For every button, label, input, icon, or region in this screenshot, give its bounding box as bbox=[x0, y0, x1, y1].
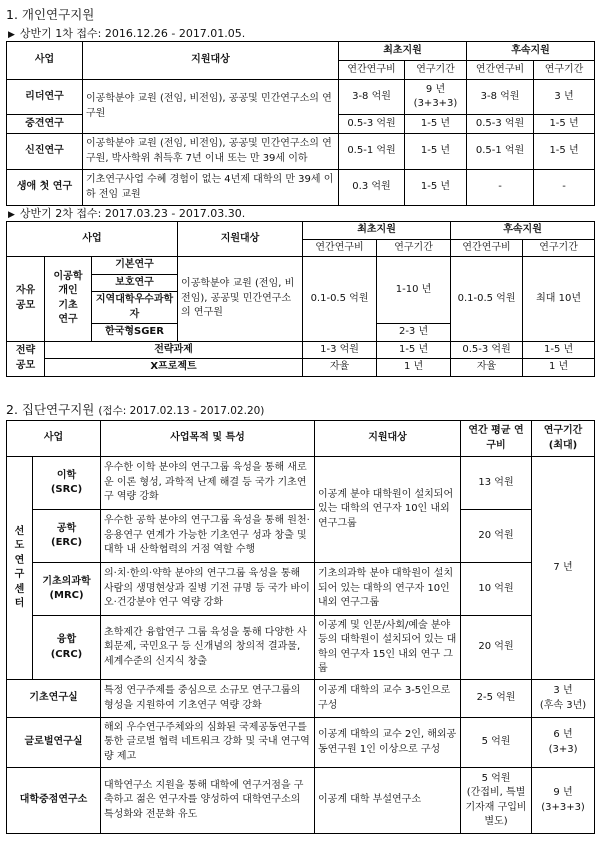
cell-period: 1-5 년 bbox=[534, 134, 595, 170]
cell-period: 1-5 년 bbox=[523, 341, 595, 359]
col-annual-cost: 연간연구비 bbox=[467, 61, 534, 80]
col-follow-support: 후속지원 bbox=[451, 222, 595, 240]
cell-period: 9 년 (3+3+3) bbox=[405, 80, 467, 115]
row-name: 기초연구실 bbox=[7, 680, 101, 718]
row-purpose: 우수한 공학 분야의 연구그룹 육성을 통해 원천·응용연구 연계가 가능한 기초연구 성과 창출 및 대학 내 산학협력의 거점 역할 수행 bbox=[101, 510, 315, 563]
table-row bbox=[7, 510, 595, 563]
cell-period: 7 년 bbox=[532, 457, 595, 680]
row-purpose: 우수한 이학 분야의 연구그룹 육성을 통해 새로운 이론 형성, 과학적 난제 해결 등 국가 기초연구 역량 강화 bbox=[101, 457, 315, 510]
row-purpose: 특정 연구주제를 중심으로 소규모 연구그룹의 형성을 지원하여 기초연구 역량 강화 bbox=[101, 680, 315, 718]
col-target: 지원대상 bbox=[315, 421, 461, 457]
col-period: 연구기간 bbox=[523, 239, 595, 257]
col-project: 사업 bbox=[7, 222, 178, 257]
cell-period: 3 년 bbox=[534, 80, 595, 115]
strategic-contest-label: 전략 공모 bbox=[7, 341, 45, 376]
row-target: 기초연구사업 수혜 경험이 없는 4년제 대학의 만 39세 이하 전임 교원 bbox=[83, 170, 339, 206]
cell-cost: 0.5-1 억원 bbox=[467, 134, 534, 170]
cell-cost: 3-8 억원 bbox=[467, 80, 534, 115]
col-period: 연구기간 bbox=[377, 239, 451, 257]
col-target: 지원대상 bbox=[83, 42, 339, 80]
col-follow-support: 후속지원 bbox=[467, 42, 595, 61]
col-period: 연구기간 bbox=[405, 61, 467, 80]
cell-cost: 0.1-0.5 억원 bbox=[303, 257, 377, 342]
col-project: 사업 bbox=[7, 42, 83, 80]
row-target: 이공계 분야 대학원이 설치되어 있는 대학의 연구자 10인 내외 연구그룹 bbox=[315, 457, 461, 563]
cell-period: 1 년 bbox=[523, 359, 595, 377]
row-target: 이공계 대학의 교수 2인, 해외공동연구원 1인 이상으로 구성 bbox=[315, 718, 461, 768]
row-purpose: 의·치·한의·약학 분야의 연구그룹 육성을 통해 사람의 생명현상과 질병 기전 규명 등 국가 바이오·건강분야 연구 역량 강화 bbox=[101, 563, 315, 616]
table-individual-round1 bbox=[6, 41, 595, 206]
row-name: 대학중점연구소 bbox=[7, 768, 101, 834]
col-project: 사업 bbox=[7, 421, 101, 457]
cell-cost: - bbox=[467, 170, 534, 206]
table-row bbox=[7, 718, 595, 768]
table-row bbox=[7, 680, 595, 718]
cell-cost: 20 억원 bbox=[461, 510, 532, 563]
row-name: 공학 (ERC) bbox=[33, 510, 101, 563]
table-row bbox=[7, 616, 595, 680]
item-sger: 한국형SGER bbox=[92, 324, 178, 342]
section1-title: 1. 개인연구지원 bbox=[6, 7, 95, 22]
col-first-support: 최초지원 bbox=[303, 222, 451, 240]
row-name: 중견연구 bbox=[7, 115, 83, 134]
cell-period: 1-10 년 bbox=[377, 257, 451, 324]
section2-period: (접수: 2017.02.13 - 2017.02.20) bbox=[98, 405, 265, 417]
row-target: 이공계 및 인문/사회/예술 분야 등의 대학원이 설치되어 있는 대학의 연구자 15인 내외 연구 그룹 bbox=[315, 616, 461, 680]
cell-cost: 자율 bbox=[303, 359, 377, 377]
row-name: 기초의과학 (MRC) bbox=[33, 563, 101, 616]
free-group-label: 이공학 개인 기초 연구 bbox=[45, 257, 92, 342]
cell-period: 2-3 년 bbox=[377, 324, 451, 342]
free-contest-label: 자유 공모 bbox=[7, 257, 45, 342]
table-row bbox=[7, 768, 595, 834]
row-name: 리더연구 bbox=[7, 80, 83, 115]
col-annual-cost: 연간연구비 bbox=[339, 61, 405, 80]
cell-period: - bbox=[534, 170, 595, 206]
cell-cost: 5 억원 (간접비, 특별기자재 구입비 별도) bbox=[461, 768, 532, 834]
cell-cost: 자율 bbox=[451, 359, 523, 377]
cell-cost: 0.5-3 억원 bbox=[339, 115, 405, 134]
section2-title: 2. 집단연구지원 (접수: 2017.02.13 - 2017.02.20) bbox=[6, 402, 265, 417]
row-name: X프로젝트 bbox=[45, 359, 303, 377]
cell-cost: 13 억원 bbox=[461, 457, 532, 510]
table-row bbox=[7, 457, 595, 510]
col-annual-cost: 연간연구비 bbox=[451, 239, 523, 257]
leading-center-label: 선도 연구 센터 bbox=[7, 457, 33, 680]
row-target: 이공학분야 교원 (전임, 비전임), 공공및 민간연구소의 연구원, 박사학위 취득후 7년 이내 또는 만 39세 이하 bbox=[83, 134, 339, 170]
cell-period: 6 년 (3+3) bbox=[532, 718, 595, 768]
col-first-support: 최초지원 bbox=[339, 42, 467, 61]
row-name: 전략과제 bbox=[45, 341, 303, 359]
table-group-research bbox=[6, 420, 595, 834]
cell-period: 1-5 년 bbox=[405, 170, 467, 206]
item-basic: 기본연구 bbox=[92, 257, 178, 275]
cell-cost: 0.3 억원 bbox=[339, 170, 405, 206]
table-row bbox=[7, 341, 595, 359]
cell-period: 1-5 년 bbox=[534, 115, 595, 134]
table-row bbox=[7, 359, 595, 377]
row-target: 이공계 대학의 교수 3-5인으로 구성 bbox=[315, 680, 461, 718]
row-target: 기초의과학 분야 대학원이 설치되어 있는 대학의 연구자 10인 내외 연구그룹 bbox=[315, 563, 461, 616]
cell-cost: 10 억원 bbox=[461, 563, 532, 616]
row-name: 글로벌연구실 bbox=[7, 718, 101, 768]
cell-cost: 1-3 억원 bbox=[303, 341, 377, 359]
col-annual-cost: 연간연구비 bbox=[303, 239, 377, 257]
cell-period: 1-5 년 bbox=[377, 341, 451, 359]
cell-period: 1 년 bbox=[377, 359, 451, 377]
item-protection: 보호연구 bbox=[92, 274, 178, 292]
col-avg-cost: 연간 평균 연구비 bbox=[461, 421, 532, 457]
cell-cost: 0.5-3 억원 bbox=[451, 341, 523, 359]
cell-period: 1-5 년 bbox=[405, 134, 467, 170]
row-target: 이공계 대학 부설연구소 bbox=[315, 768, 461, 834]
row-name: 융합 (CRC) bbox=[33, 616, 101, 680]
col-period: 연구기간 bbox=[534, 61, 595, 80]
period1-label: ▶ 상반기 1차 접수: 2016.12.26 - 2017.01.05. bbox=[8, 27, 246, 40]
cell-cost: 5 억원 bbox=[461, 718, 532, 768]
row-purpose: 해외 우수연구주체와의 심화된 국제공동연구를 통한 글로벌 협력 네트워크 강화 및 국내 연구역량 제고 bbox=[101, 718, 315, 768]
cell-cost: 3-8 억원 bbox=[339, 80, 405, 115]
cell-cost: 0.5-3 억원 bbox=[467, 115, 534, 134]
table-row bbox=[7, 170, 595, 206]
table-row bbox=[7, 80, 595, 115]
round2-target: 이공학분야 교원 (전임, 비전임), 공공및 민간연구소의 연구원 bbox=[178, 257, 303, 342]
row-purpose: 초학제간 융합연구 그룹 육성을 통해 다양한 사회문제, 국민요구 등 신개념의 창의적 결과물, 세계수준의 신지식 창출 bbox=[101, 616, 315, 680]
row-name: 이학 (SRC) bbox=[33, 457, 101, 510]
row-name: 신진연구 bbox=[7, 134, 83, 170]
cell-period: 9 년 (3+3+3) bbox=[532, 768, 595, 834]
row-purpose: 대학연구소 지원을 통해 대학에 연구거점을 구축하고 젊은 연구자를 양성하여 대학연구소의 특성화와 전문화 유도 bbox=[101, 768, 315, 834]
col-target: 지원대상 bbox=[178, 222, 303, 257]
table-individual-round2 bbox=[6, 221, 595, 377]
table-row bbox=[7, 134, 595, 170]
col-purpose: 사업목적 및 특성 bbox=[101, 421, 315, 457]
cell-cost: 0.1-0.5 억원 bbox=[451, 257, 523, 342]
cell-cost: 20 억원 bbox=[461, 616, 532, 680]
cell-period: 1-5 년 bbox=[405, 115, 467, 134]
triangle-bullet-icon: ▶ bbox=[8, 210, 15, 220]
cell-period: 최대 10년 bbox=[523, 257, 595, 342]
row-target: 이공학분야 교원 (전임, 비전임), 공공및 민간연구소의 연구원 bbox=[83, 80, 339, 134]
row-name: 생애 첫 연구 bbox=[7, 170, 83, 206]
item-regional: 지역대학우수과학자 bbox=[92, 292, 178, 324]
triangle-bullet-icon: ▶ bbox=[8, 30, 15, 40]
cell-period: 3 년 (후속 3년) bbox=[532, 680, 595, 718]
cell-cost: 0.5-1 억원 bbox=[339, 134, 405, 170]
cell-cost: 2-5 억원 bbox=[461, 680, 532, 718]
period2-label: ▶ 상반기 2차 접수: 2017.03.23 - 2017.03.30. bbox=[8, 207, 246, 220]
table-row bbox=[7, 563, 595, 616]
col-max-period: 연구기간 (최대) bbox=[532, 421, 595, 457]
